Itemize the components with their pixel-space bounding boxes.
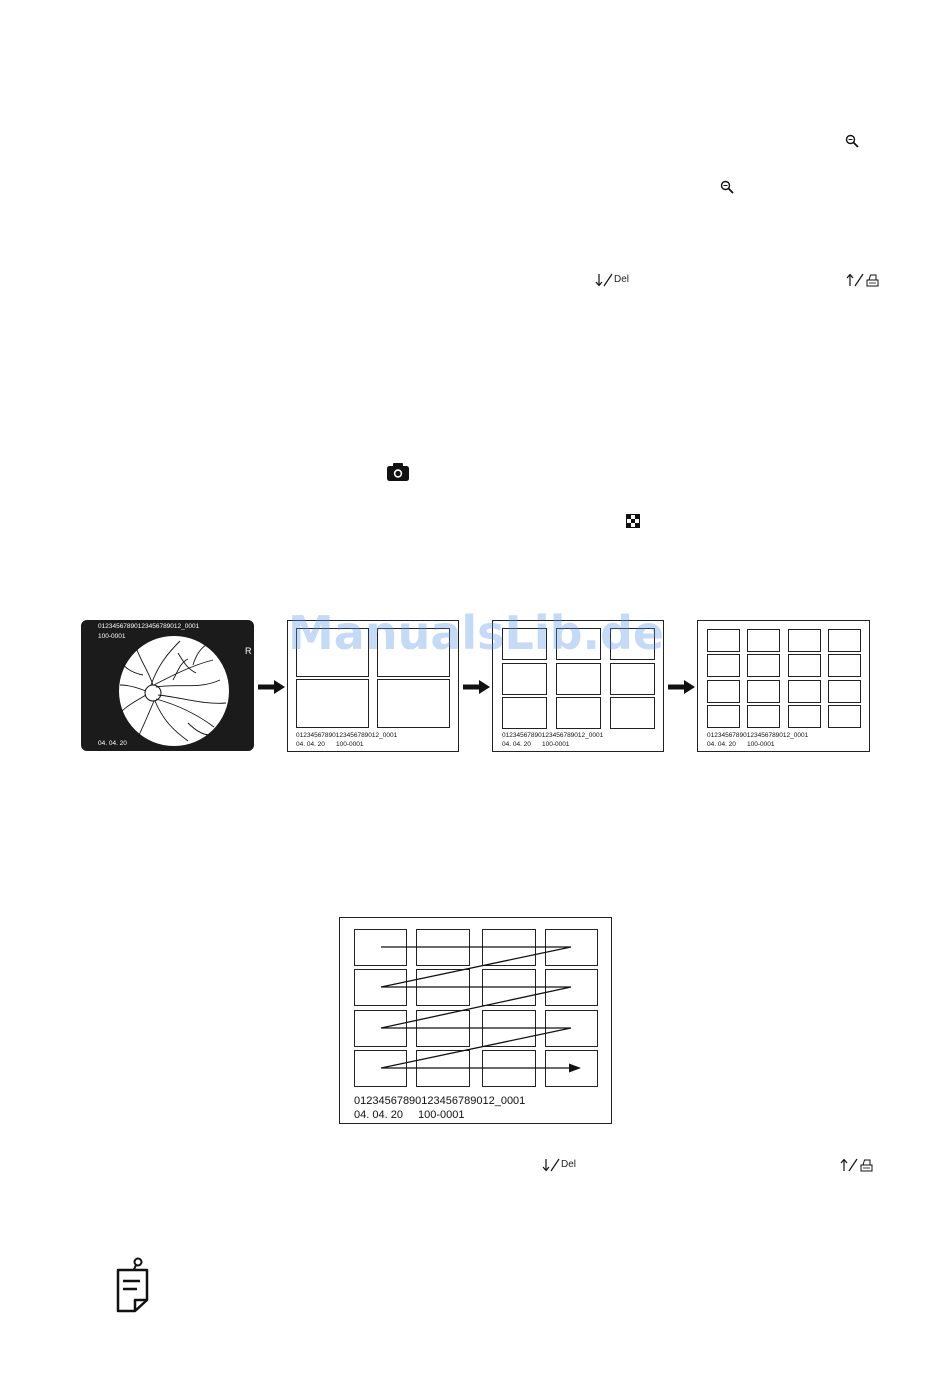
- thumbnail-cell: [747, 654, 780, 677]
- thumbnail-cell: [747, 705, 780, 728]
- del-label: Del: [614, 274, 630, 285]
- up-arrow-print-icon: [846, 272, 880, 288]
- magnifier-icon: [720, 180, 734, 194]
- capture-date: 04. 04. 20: [354, 1109, 403, 1121]
- thumbnail-cell: [377, 679, 450, 728]
- thumbnail-cell: [828, 654, 861, 677]
- capture-date: 04. 04. 20: [98, 740, 127, 747]
- thumbnail-cell: [828, 680, 861, 703]
- file-id: 01234567890123456789012_0001: [707, 732, 809, 739]
- del-label: Del: [561, 1159, 577, 1170]
- camera-icon: [386, 462, 410, 482]
- memo-pin-icon: [113, 1256, 153, 1314]
- capture-date: 04. 04. 20: [296, 741, 325, 748]
- folder-number: 100-0001: [336, 741, 364, 748]
- watermark: ManualsLib.de: [288, 606, 665, 660]
- thumbnail-cell: [502, 663, 547, 695]
- next-arrow: [668, 680, 696, 694]
- folder-number: 100-0001: [542, 741, 570, 748]
- next-arrow: [258, 680, 286, 694]
- thumbnail-cell: [788, 680, 821, 703]
- thumbnail-grid-icon: [626, 514, 640, 528]
- thumbnail-cell: [502, 697, 547, 729]
- thumbnail-cell: [296, 679, 369, 728]
- thumbnail-cell: [788, 654, 821, 677]
- single-image-screen: [81, 620, 254, 751]
- folder-number: 100-0001: [98, 633, 126, 640]
- fundus-image: [118, 635, 230, 747]
- sixteen-image-screen: [697, 620, 870, 752]
- file-id: 01234567890123456789012_0001: [296, 732, 398, 739]
- thumbnail-cell: [788, 705, 821, 728]
- display-order-screen: [339, 917, 612, 1124]
- down-arrow-del-icon: [595, 272, 615, 288]
- thumbnail-cell: [707, 680, 740, 703]
- thumbnail-cell: [707, 629, 740, 652]
- thumbnail-cell: [747, 680, 780, 703]
- thumbnail-cell: [556, 663, 601, 695]
- thumbnail-cell: [556, 697, 601, 729]
- thumbnail-cell: [788, 629, 821, 652]
- thumbnail-cell: [707, 654, 740, 677]
- thumbnail-cell: [828, 629, 861, 652]
- thumbnail-cell: [707, 705, 740, 728]
- folder-number: 100-0001: [418, 1109, 465, 1121]
- capture-date: 04. 04. 20: [502, 741, 531, 748]
- thumbnail-cell: [747, 629, 780, 652]
- down-arrow-del-icon: [542, 1157, 562, 1173]
- file-id: 01234567890123456789012_0001: [502, 732, 604, 739]
- next-arrow: [463, 680, 491, 694]
- capture-date: 04. 04. 20: [707, 741, 736, 748]
- thumbnail-cell: [610, 663, 655, 695]
- thumbnail-cell: [610, 697, 655, 729]
- folder-number: 100-0001: [747, 741, 775, 748]
- up-arrow-print-icon: [840, 1157, 874, 1173]
- file-id: 01234567890123456789012_0001: [354, 1095, 526, 1107]
- thumbnail-cell: [828, 705, 861, 728]
- eye-indicator: R: [245, 646, 252, 656]
- file-id: 01234567890123456789012_0001: [98, 623, 200, 630]
- magnifier-icon: [845, 134, 859, 148]
